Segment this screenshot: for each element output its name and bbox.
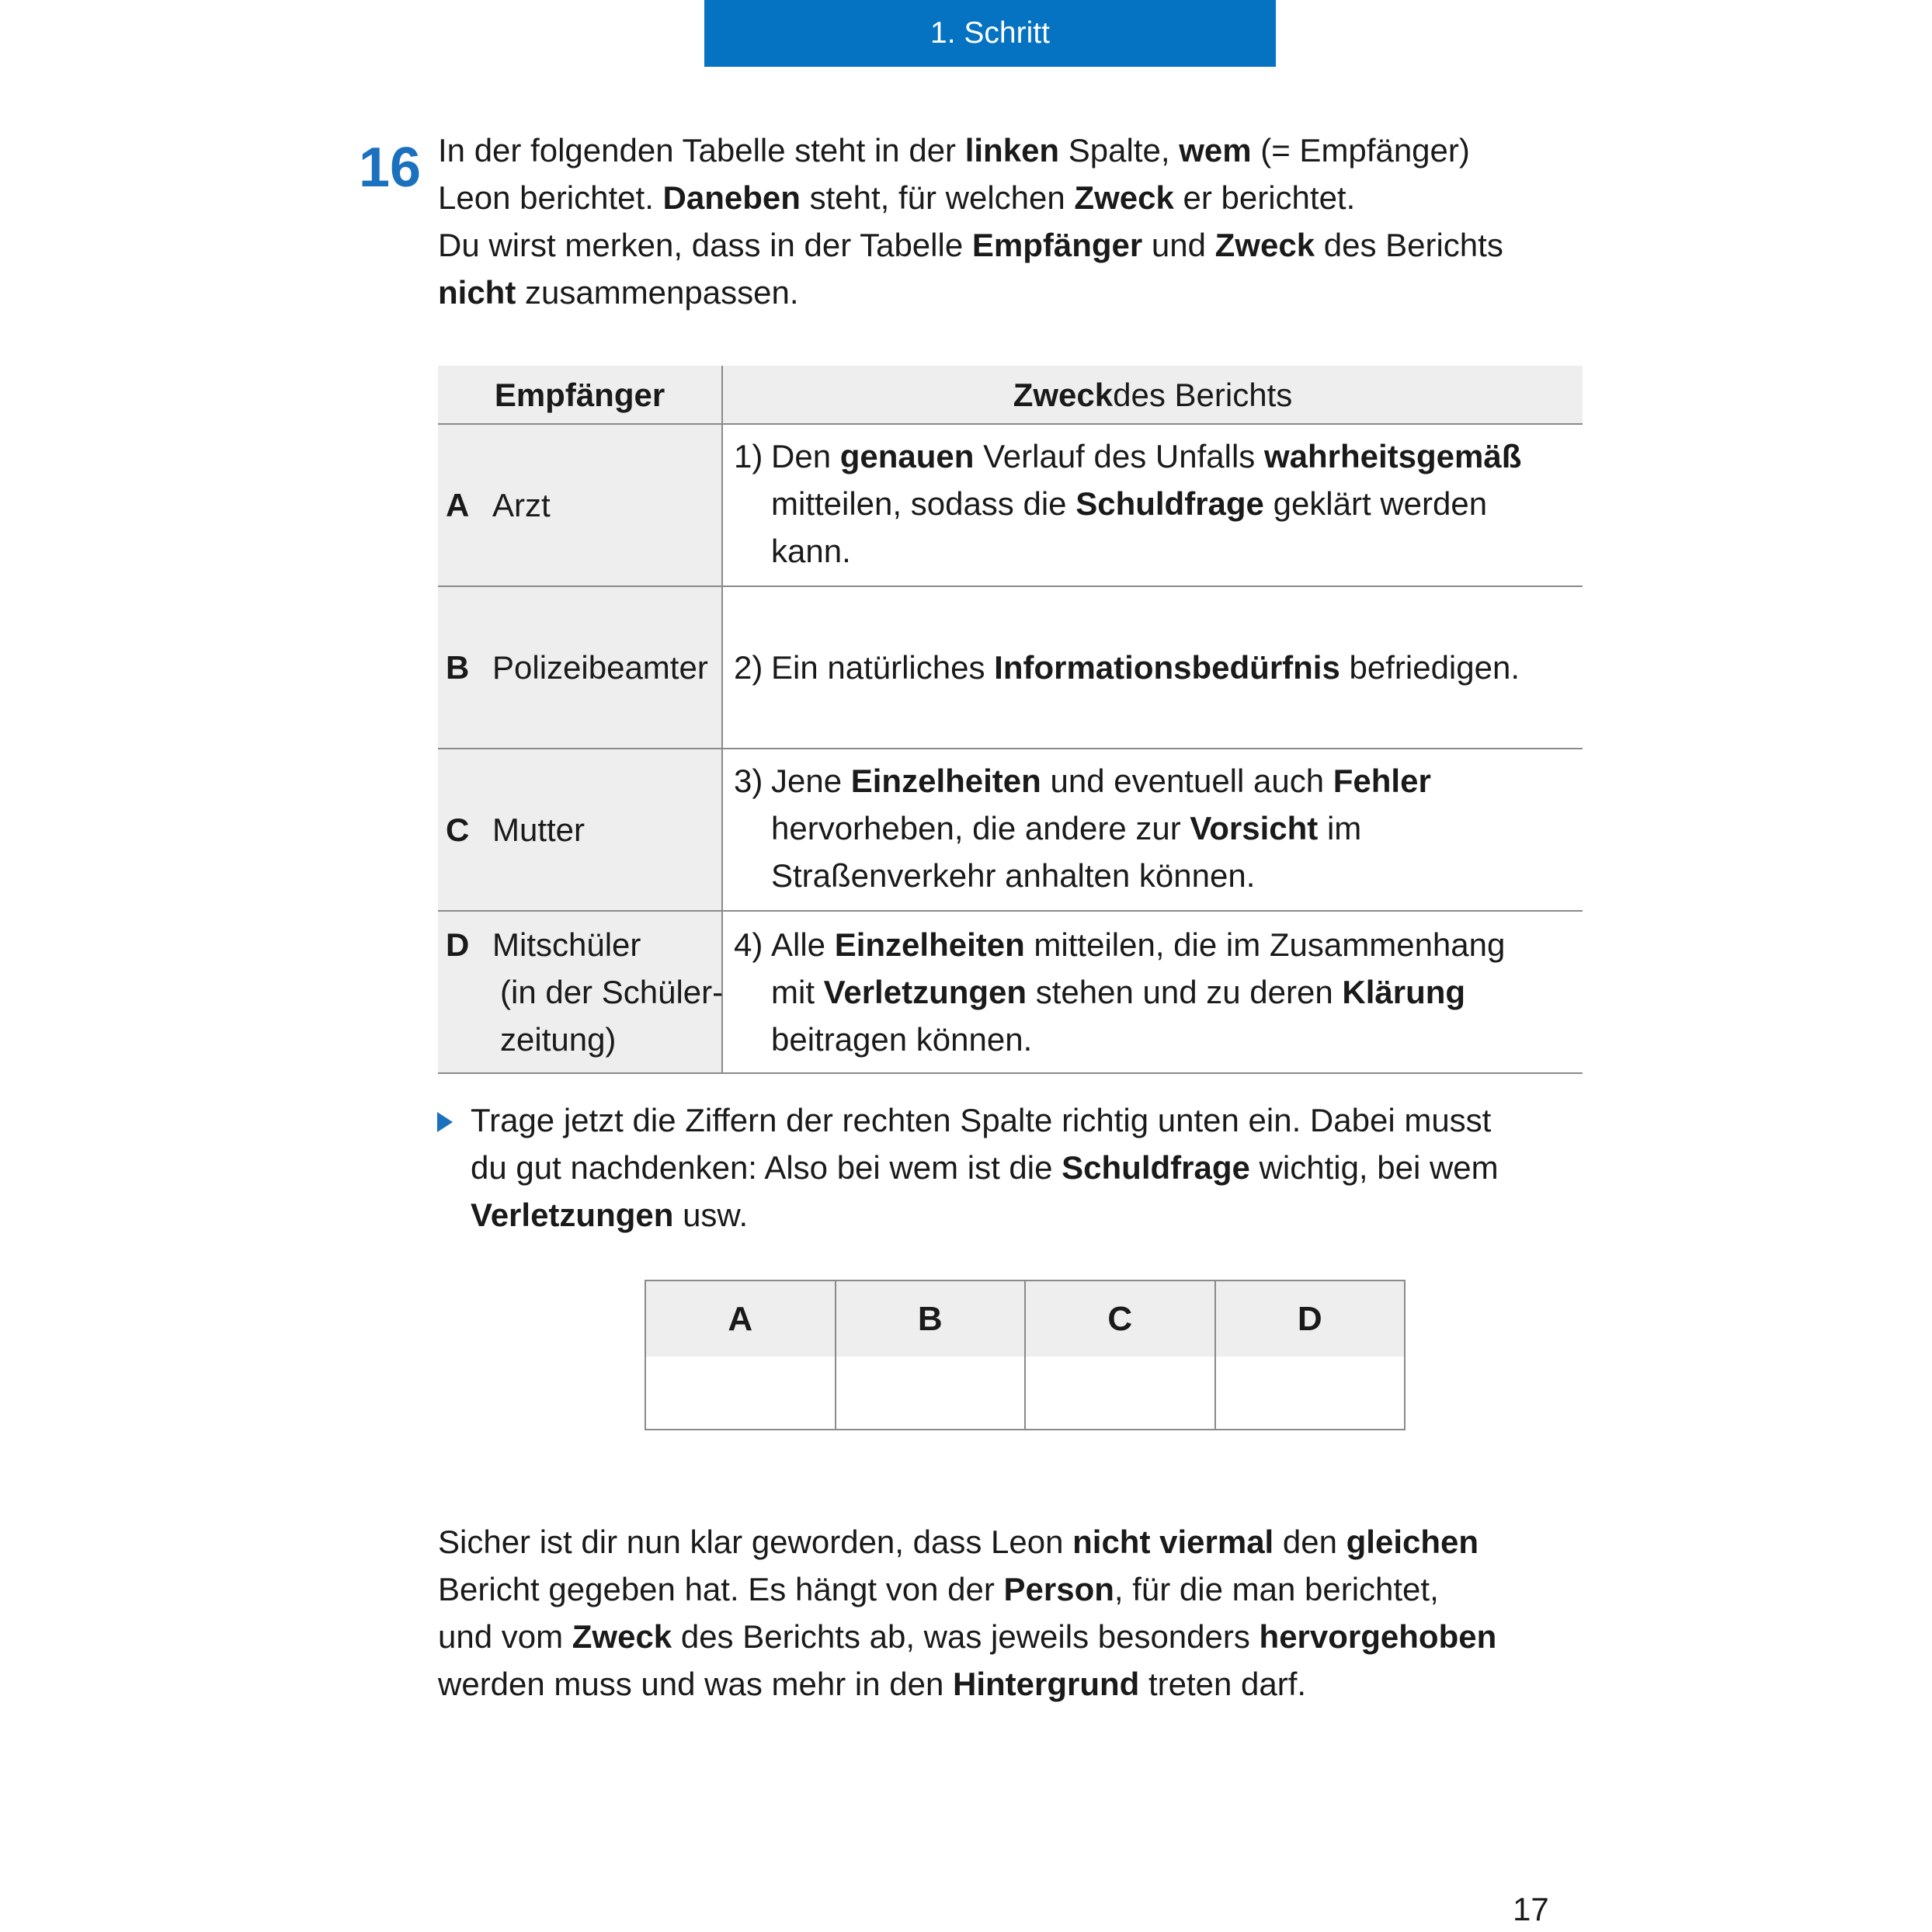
recipient-name: Mitschüler [492,926,641,963]
purpose-line: Alle Einzelheiten mitteilen, die im Zusammenhang [771,926,1506,963]
purpose-line: mitteilen, sodass die Schuldfrage geklärt werden [771,485,1488,522]
recipient-cell [438,749,723,910]
recipient-name: Mutter [492,811,586,848]
purpose-line: beitragen können. [771,1021,1033,1058]
header-purpose: Zweck des Berichts [723,366,1583,423]
recipient-purpose-table [438,366,1583,1074]
purpose-number: 2) [734,649,763,686]
conclusion-line: werden muss und was mehr in den Hintergrund treten darf. [438,1666,1307,1702]
answer-field-d[interactable] [1216,1357,1405,1429]
answer-column-label: C [1026,1281,1214,1357]
answer-field-a[interactable] [646,1357,835,1429]
purpose-cell [723,425,1583,586]
answer-column-label: D [1216,1281,1405,1357]
instruction-line: Verletzungen usw. [471,1197,749,1233]
task-intro [438,127,1603,316]
page-number: 17 [1513,1891,1549,1927]
header-recipient-label: Empfänger [494,376,665,413]
answer-column [835,1281,1025,1429]
answer-column-label: B [836,1281,1025,1357]
recipient-cell [438,912,723,1072]
answer-column-label: A [646,1281,835,1357]
intro-line: Leon berichtet. Daneben steht, für welchen Zweck er berichtet. [438,179,1356,216]
row-letter: A [446,487,470,523]
purpose-cell [723,587,1583,748]
table-header-row [438,366,1583,423]
table-row [438,586,1583,748]
purpose-line: Straßenverkehr anhalten können. [771,857,1256,894]
purpose-line: Den genauen Verlauf des Unfalls wahrheitsgemäß [771,438,1522,474]
table-row [438,748,1583,910]
answer-column [1214,1281,1405,1429]
conclusion-line: Bericht gegeben hat. Es hängt von der Person, für die man berichtet, [438,1571,1439,1607]
purpose-number: 1) [734,438,763,474]
answer-grid [645,1280,1406,1430]
table-row [438,910,1583,1072]
recipient-name: Polizeibeamter [492,649,708,686]
purpose-number: 4) [734,926,763,963]
purpose-line: mit Verletzungen stehen und zu deren Klärung [771,974,1466,1010]
purpose-line: hervorheben, die andere zur Vorsicht im [771,810,1362,846]
conclusion-line: und vom Zweck des Berichts ab, was jeweils besonders hervorgehoben [438,1618,1497,1655]
purpose-cell [723,749,1583,910]
intro-line: In der folgenden Tabelle steht in der linken Spalte, wem (= Empfänger) [438,132,1470,169]
recipient-name-cont: zeitung) [500,1021,617,1058]
table-row [438,423,1583,586]
row-letter: B [446,649,470,686]
instruction-text [471,1096,1635,1239]
task-number: 16 [359,137,422,199]
recipient-cell [438,587,723,748]
purpose-cell [723,912,1583,1072]
purpose-line: kann. [771,533,851,569]
answer-column [646,1281,835,1429]
purpose-line: Ein natürliches Informationsbedürfnis befriedigen. [771,649,1520,686]
row-letter: C [446,811,470,848]
recipient-name-cont: (in der Schüler- [500,974,724,1010]
answer-column [1024,1281,1214,1429]
answer-field-b[interactable] [836,1357,1025,1429]
answer-field-c[interactable] [1026,1357,1214,1429]
intro-line: Du wirst merken, dass in der Tabelle Empfänger und Zweck des Berichts [438,227,1503,263]
play-arrow-icon [437,1112,453,1132]
instruction-line: Trage jetzt die Ziffern der rechten Spalte richtig unten ein. Dabei musst [471,1102,1492,1138]
purpose-line: Jene Einzelheiten und eventuell auch Fehler [771,763,1431,799]
row-letter: D [446,926,470,963]
conclusion-line: Sicher ist dir nun klar geworden, dass Leon nicht viermal den gleichen [438,1524,1479,1560]
header-recipient [438,366,723,423]
section-header-label: 1. Schritt [930,16,1050,50]
section-header-tab [704,0,1276,67]
conclusion-text [438,1518,1603,1708]
recipient-name: Arzt [492,487,551,523]
purpose-number: 3) [734,763,763,799]
recipient-cell [438,425,723,586]
instruction-line: du gut nachdenken: Also bei wem ist die Schuldfrage wichtig, bei wem [471,1149,1499,1186]
intro-line: nicht zusammenpassen. [438,274,799,311]
